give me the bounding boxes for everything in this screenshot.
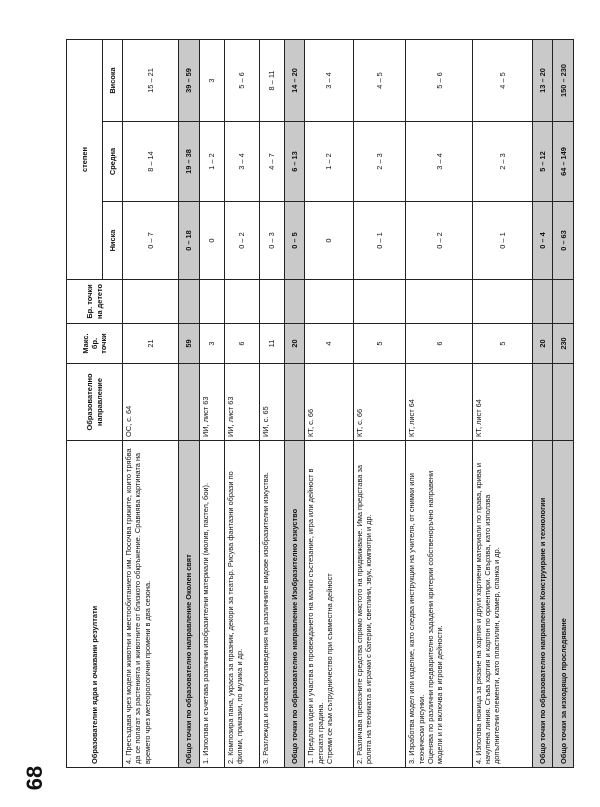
row-text: 2. Композира пана, украса за празник, декори за театър. Рисува фантазни образи по филми, приказки, по музика и др. xyxy=(225,441,259,768)
row-text-line: 1. Предлага идеи и участва в провеждането на малко състезание, игра или дейност в детската градина. xyxy=(306,468,325,764)
row-low: 0 – 3 xyxy=(259,202,284,280)
row-text: Общо точки по образователно направление Околен свят xyxy=(179,441,200,768)
header-mid: Средна xyxy=(103,122,123,202)
row-child xyxy=(353,280,406,324)
row-mid: 3 – 4 xyxy=(225,122,259,202)
header-child-points: Бр. точки на детето xyxy=(67,280,123,324)
row-low: 0 – 63 xyxy=(553,202,574,280)
row-high: 15 – 21 xyxy=(123,39,179,121)
row-max: 4 xyxy=(305,324,353,364)
row-max: 11 xyxy=(259,324,284,364)
row-low: 0 xyxy=(199,202,224,280)
row-child xyxy=(472,280,532,324)
row-text: 1. Използва и съчетава различни изобразителни материали (молив, пастел, бои). xyxy=(199,441,224,768)
row-mid: 5 – 12 xyxy=(532,122,553,202)
row-high: 39 – 59 xyxy=(179,39,200,121)
rotated-table-wrapper xyxy=(66,40,574,768)
row-child xyxy=(284,280,305,324)
row-max: 21 xyxy=(123,324,179,364)
table-row xyxy=(472,39,532,767)
row-low: 0 – 18 xyxy=(179,202,200,280)
header-low: Ниска xyxy=(103,202,123,280)
table-row xyxy=(305,39,353,767)
row-max: 3 xyxy=(199,324,224,364)
row-area: ОС, с. 64 xyxy=(123,364,179,441)
row-text: 4. Пресъздава чрез модели животни и местообитанието им. Посочва грижите, които трябва да се полагат за растенията и животните от близкото обкръжение. Сравнява картината на времето чрез метеорологични промени в два сезона. xyxy=(123,441,179,768)
page-number: 68 xyxy=(22,765,47,791)
row-text: Общо точки за изходящо проследяване xyxy=(553,441,574,768)
row-low: 0 – 2 xyxy=(406,202,473,280)
table-row xyxy=(259,39,284,767)
row-mid: 1 – 2 xyxy=(199,122,224,202)
row-max: 20 xyxy=(532,324,553,364)
row-text-line: 3. Изработва модел или изделие, като следва инструкции на учителя, от снимки или технически рисунки. xyxy=(407,473,426,764)
row-area: КТ, лист 64 xyxy=(406,364,473,441)
row-low: 0 – 1 xyxy=(472,202,532,280)
row-low: 0 xyxy=(305,202,353,280)
row-max: 5 xyxy=(353,324,406,364)
table-row xyxy=(225,39,259,767)
row-area: КТ, лист 64 xyxy=(472,364,532,441)
row-text-line-2: Оценява по различни предварително зададени критерии собственоръчно направени модели и ги включва в игрови дейности. xyxy=(425,470,445,764)
row-mid: 4 – 7 xyxy=(259,122,284,202)
row-high: 8 – 11 xyxy=(259,39,284,121)
table-row-total xyxy=(284,39,305,767)
row-area xyxy=(284,364,305,441)
row-area: ИИ, с. 65 xyxy=(259,364,284,441)
row-high: 14 – 20 xyxy=(284,39,305,121)
row-mid: 2 – 3 xyxy=(353,122,406,202)
row-high: 13 – 20 xyxy=(532,39,553,121)
table-row-total xyxy=(532,39,553,767)
row-high: 4 – 5 xyxy=(353,39,406,121)
row-max: 6 xyxy=(225,324,259,364)
table-row xyxy=(353,39,406,767)
row-high: 3 – 4 xyxy=(305,39,353,121)
row-mid: 2 – 3 xyxy=(472,122,532,202)
table-row xyxy=(406,39,473,767)
row-low: 0 – 7 xyxy=(123,202,179,280)
row-text: Общо точки по образователно направление Конструиране и технологии xyxy=(532,441,553,768)
row-text xyxy=(406,441,473,768)
row-area: КТ, с. 66 xyxy=(353,364,406,441)
table-row-total xyxy=(553,39,574,767)
row-high: 5 – 6 xyxy=(406,39,473,121)
row-max: 6 xyxy=(406,324,473,364)
row-low: 0 – 1 xyxy=(353,202,406,280)
row-high: 5 – 6 xyxy=(225,39,259,121)
row-text: 4. Използва ножица за рязане на хартия и други хартиени материали по права, крива и начупена линия. Сгъва хартия и картон по ориентири. Свързва, като използва допълнителни елементи, като пластилин, кламер, спанка и др. xyxy=(472,441,532,768)
row-area: КТ, с. 66 xyxy=(305,364,353,441)
row-child xyxy=(406,280,473,324)
row-area xyxy=(532,364,553,441)
row-text: Общо точки по образователно направление Изобразително изкуство xyxy=(284,441,305,768)
row-child xyxy=(123,280,179,324)
header-level: степен xyxy=(67,39,103,279)
row-low: 0 – 2 xyxy=(225,202,259,280)
row-area xyxy=(179,364,200,441)
row-low: 0 – 4 xyxy=(532,202,553,280)
table-row xyxy=(123,39,179,767)
row-mid: 6 – 13 xyxy=(284,122,305,202)
header-results: Образователни ядра и очаквани резултати xyxy=(67,441,123,768)
row-max: 20 xyxy=(284,324,305,364)
table-row-total xyxy=(179,39,200,767)
row-text: 3. Разглежда и описва произведения на различните видове изобразителни изкуства. xyxy=(259,441,284,768)
row-text: 2. Различава превозните средства спрямо мястото на придвижване. Има представа за ролята на техниката в играчки с батерии, светлини, звук, компютри и др. xyxy=(353,441,406,768)
row-mid: 64 – 149 xyxy=(553,122,574,202)
row-low: 0 – 5 xyxy=(284,202,305,280)
row-high: 4 – 5 xyxy=(472,39,532,121)
row-mid: 19 – 38 xyxy=(179,122,200,202)
header-high: Висока xyxy=(103,39,123,121)
row-high: 150 – 230 xyxy=(553,39,574,121)
row-mid: 8 – 14 xyxy=(123,122,179,202)
row-child xyxy=(553,280,574,324)
row-area: ИИ, лист 63 xyxy=(199,364,224,441)
row-max: 230 xyxy=(553,324,574,364)
header-max-points: Макс. бр. точки xyxy=(67,324,123,364)
row-mid: 1 – 2 xyxy=(305,122,353,202)
row-max: 59 xyxy=(179,324,200,364)
row-child xyxy=(532,280,553,324)
row-text-line-2: Стреми се към сътрудничество при съвместна дейност xyxy=(324,573,334,764)
header-area: Образователно направление xyxy=(67,364,123,441)
header-row xyxy=(67,39,103,767)
row-child xyxy=(225,280,259,324)
row-max: 5 xyxy=(472,324,532,364)
row-child xyxy=(305,280,353,324)
row-child xyxy=(199,280,224,324)
assessment-table xyxy=(66,39,574,768)
row-text xyxy=(305,441,353,768)
row-child xyxy=(179,280,200,324)
row-area: ИИ, лист 63 xyxy=(225,364,259,441)
row-mid: 3 – 4 xyxy=(406,122,473,202)
row-high: 3 xyxy=(199,39,224,121)
row-child xyxy=(259,280,284,324)
row-area xyxy=(553,364,574,441)
table-row xyxy=(199,39,224,767)
